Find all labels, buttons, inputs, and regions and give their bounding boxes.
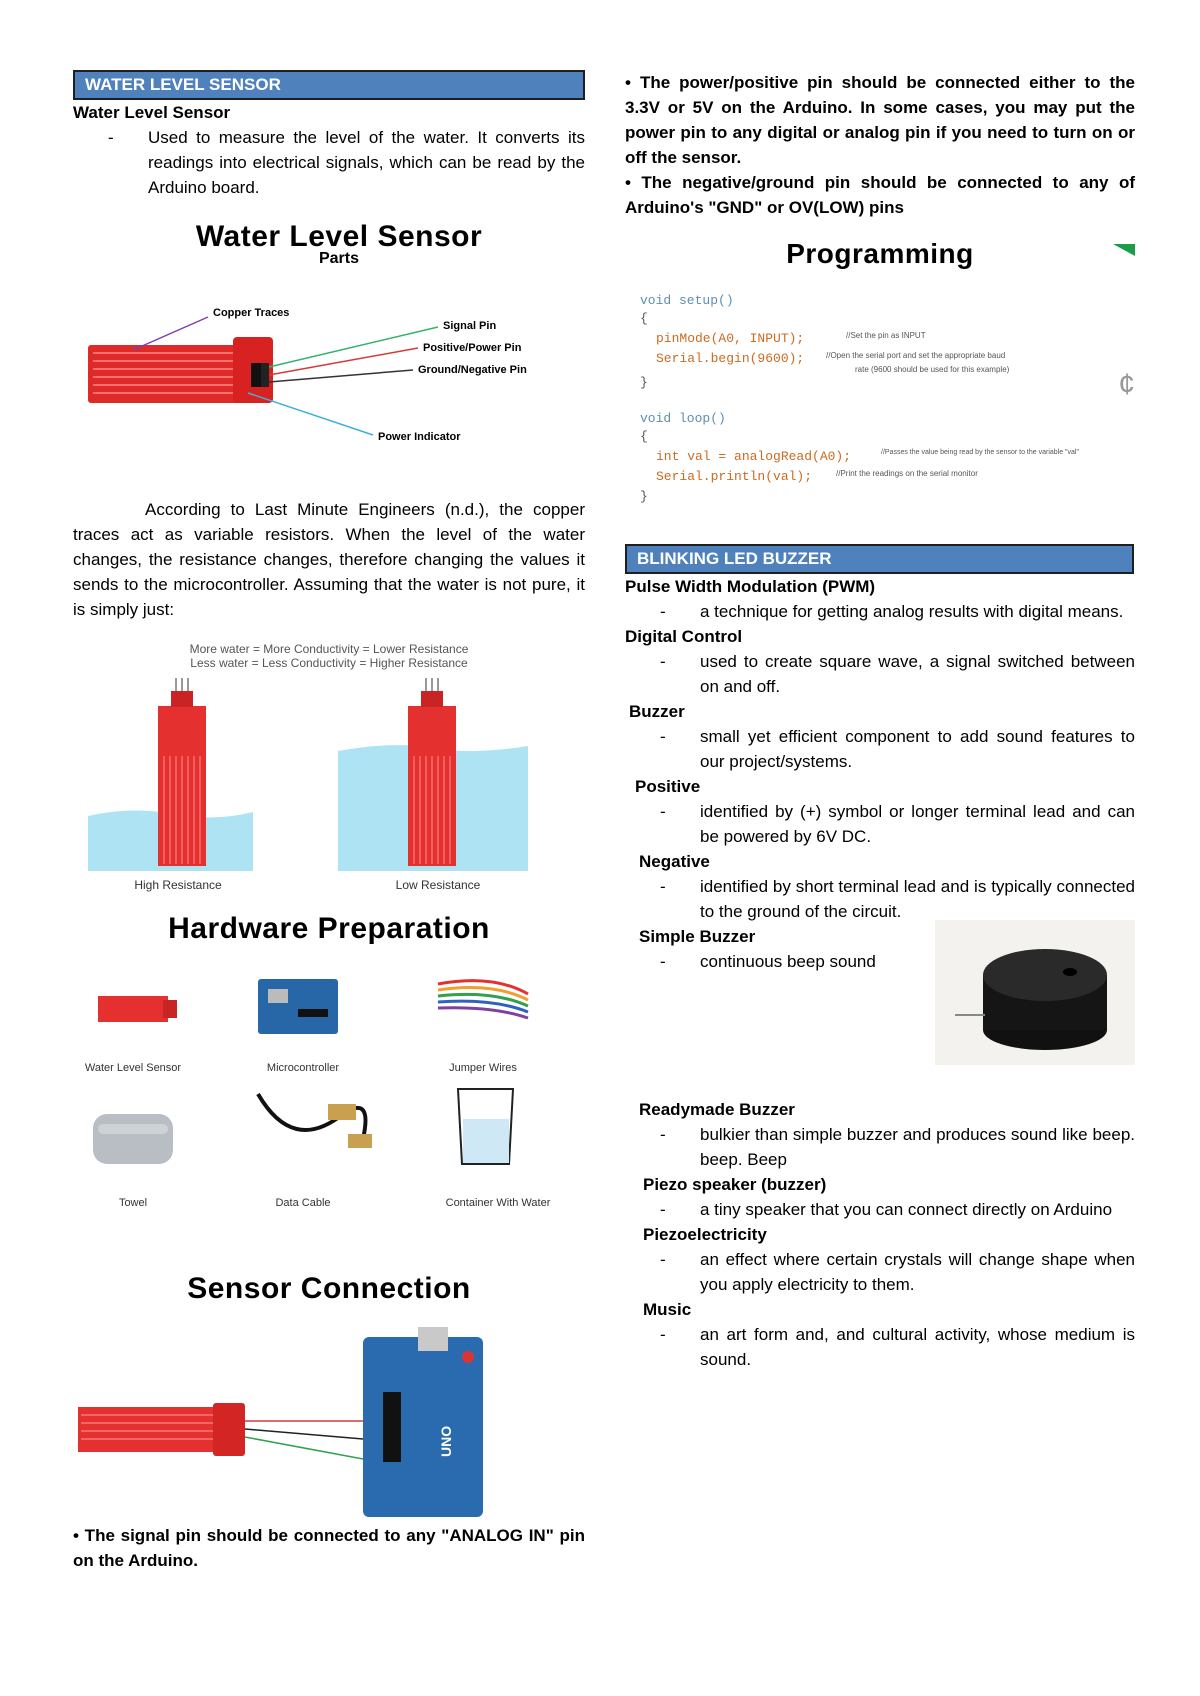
definition-text: Used to measure the level of the water. It converts its readings into electrical signals, which can be read by the Arduino board. [148, 128, 585, 197]
caption-high-resistance: High Resistance [134, 878, 222, 892]
left-column [73, 70, 585, 1573]
term-negative: Negative [639, 852, 710, 871]
glossary-entry [625, 1172, 1135, 1222]
definition-row [625, 1247, 1135, 1297]
definition-text: an effect where certain crystals will change shape when you apply electricity to them. [700, 1250, 1135, 1294]
code-block [640, 293, 1120, 504]
glossary-entry [625, 574, 1135, 624]
definition-text: continuous beep sound [700, 952, 876, 971]
label-copper-traces: Copper Traces [213, 307, 290, 319]
definition-text: a tiny speaker that you can connect directly on Arduino [700, 1200, 1113, 1219]
term-positive: Positive [635, 777, 701, 796]
definition-row [625, 799, 1135, 849]
dash: - [660, 1250, 666, 1269]
glossary-list [625, 574, 1135, 1372]
code-println-comment: //Print the readings on the serial monitor [836, 469, 978, 478]
dash: - [660, 602, 666, 621]
code-close-brace-loop: } [640, 489, 648, 504]
code-pinmode-comment: //Set the pin as INPUT [846, 331, 926, 340]
dash: - [660, 802, 666, 821]
resistance-line-1: More water = More Conductivity = Lower Resistance [189, 642, 469, 656]
label-ground-negative-pin: Ground/Negative Pin [418, 364, 527, 376]
svg-text:UNO: UNO [438, 1425, 454, 1457]
term-readymade-buzzer: Readymade Buzzer [639, 1100, 795, 1119]
hardware-items-illustration [73, 954, 585, 1224]
definition-text: identified by short terminal lead and is typically connected to the ground of the circuit. [700, 877, 1135, 921]
code-serial-begin: Serial.begin(9600); [656, 351, 805, 366]
glossary-entry [625, 1222, 1135, 1297]
definition-text: bulkier than simple buzzer and produces sound like beep. beep. Beep [700, 1125, 1135, 1169]
code-pinmode: pinMode(A0, INPUT); [656, 331, 805, 346]
dash: - [660, 877, 666, 896]
definition-text: small yet efficient component to add sound features to our project/systems. [700, 727, 1135, 771]
definition-text: a technique for getting analog results with digital means. [700, 602, 1124, 621]
right-column [625, 70, 1135, 1372]
section-header-water-level: WATER LEVEL SENSOR [73, 70, 585, 100]
definition-row [625, 1322, 1135, 1372]
connection-figure-title: Sensor Connection [187, 1272, 471, 1305]
label-power-indicator: Power Indicator [378, 431, 461, 443]
dash: - [660, 1200, 666, 1219]
definition-text: used to create square wave, a signal switched between on and off. [700, 652, 1135, 696]
hardware-item-data-cable: Data Cable [275, 1197, 331, 1209]
parts-figure-title: Water Level Sensor [195, 220, 483, 253]
code-println: Serial.println(val); [656, 469, 813, 484]
dash: - [660, 1125, 666, 1144]
glossary-entry [625, 624, 1135, 699]
term-music: Music [643, 1300, 692, 1319]
hardware-figure-title: Hardware Preparation [168, 912, 490, 945]
definition-text: identified by (+) symbol or longer terminal lead and can be powered by 6V DC. [700, 802, 1135, 846]
parts-figure [73, 220, 585, 485]
hardware-item-microcontroller: Microcontroller [266, 1062, 340, 1074]
term-buzzer: Buzzer [629, 702, 685, 721]
definition-row [625, 874, 1135, 924]
term-piezo-speaker: Piezo speaker (buzzer) [643, 1175, 827, 1194]
definition-row [625, 949, 905, 974]
code-line-serial-begin [640, 351, 1120, 365]
dash: - [660, 1325, 666, 1344]
programming-figure-title: Programming [786, 238, 974, 269]
hardware-item-container-with-water: Container With Water [445, 1197, 551, 1209]
code-loop-signature: void loop() [640, 411, 726, 426]
code-line-pinmode [640, 331, 1120, 351]
glossary-entry [625, 1297, 1135, 1372]
dash: - [660, 727, 666, 746]
hardware-item-water-level-sensor: Water Level Sensor [84, 1062, 182, 1074]
programming-figure [625, 238, 1135, 528]
label-signal-pin: Signal Pin [443, 320, 497, 332]
code-open-brace-loop: { [640, 429, 648, 444]
bullet-power-pin: • The power/positive pin should be connected either to the 3.3V or 5V on the Arduino. In some cases, you may put the power pin to any digital or analog pin if you need to turn on or off the sensor. [625, 73, 1135, 167]
term-digital-control: Digital Control [625, 627, 743, 646]
definition-row [625, 1197, 1135, 1222]
term-simple-buzzer: Simple Buzzer [639, 927, 756, 946]
decorative-corner-mark [1113, 244, 1135, 256]
definition-row [625, 599, 1135, 624]
term-pwm: Pulse Width Modulation (PWM) [625, 577, 876, 596]
glossary-entry [625, 774, 1135, 849]
bullet-ground-pin: • The negative/ground pin should be connected to any of Arduino's "GND" or OV(LOW) pins [625, 173, 1135, 217]
code-line-analogread [640, 449, 1120, 469]
caption-low-resistance: Low Resistance [395, 878, 481, 892]
dash: - [660, 952, 666, 971]
term-piezoelectricity: Piezoelectricity [643, 1225, 767, 1244]
glossary-entry [625, 849, 1135, 924]
glossary-entry [625, 1097, 1135, 1172]
code-close-brace-setup: } [640, 375, 648, 390]
section-header-blinking-led-buzzer: BLINKING LED BUZZER [625, 544, 1134, 574]
code-open-brace: { [640, 311, 648, 326]
resistance-illustration [73, 676, 585, 876]
definition-row [625, 649, 1135, 699]
cent-glyph: ¢ [1118, 368, 1135, 401]
hardware-item-jumper-wires: Jumper Wires [449, 1062, 517, 1074]
dash: - [108, 128, 114, 147]
definition-row [73, 125, 585, 200]
definition-row [625, 724, 1135, 774]
code-serial-begin-comment-2: rate (9600 should be used for this example) [855, 365, 1010, 374]
resistance-figure [73, 642, 585, 892]
buzzer-photo [935, 920, 1135, 1065]
code-serial-begin-comment-1: //Open the serial port and set the appropriate baud [826, 351, 1006, 360]
parts-figure-subtitle: Parts [318, 250, 360, 267]
glossary-entry [625, 699, 1135, 774]
code-analogread-comment: //Passes the value being read by the sensor to the variable "val" [881, 449, 1079, 456]
term-water-level-sensor: Water Level Sensor [73, 103, 231, 122]
bullet-signal-pin: • The signal pin should be connected to any "ANALOG IN" pin on the Arduino. [73, 1526, 585, 1570]
resistance-line-2: Less water = Less Conductivity = Higher Resistance [190, 656, 468, 670]
connection-figure [73, 1272, 585, 1517]
definition-text: an art form and, and cultural activity, whose medium is sound. [700, 1325, 1135, 1369]
label-positive-power-pin: Positive/Power Pin [423, 342, 522, 354]
code-setup-signature: void setup() [640, 293, 734, 308]
code-line-println [640, 469, 1120, 489]
code-analogread: int val = analogRead(A0); [656, 449, 852, 464]
definition-row [625, 1122, 1135, 1172]
hardware-figure [73, 912, 585, 1222]
dash: - [660, 652, 666, 671]
resistance-paragraph: According to Last Minute Engineers (n.d.), the copper traces act as variable resistors. When the level of the water changes, the resistance changes, therefore changing the values it sends to the microcontroller. Assuming that the water is not pure, it is simply just: [73, 500, 585, 619]
sensor-connection-diagram [73, 1317, 585, 1517]
glossary-entry [625, 924, 1135, 1097]
hardware-item-towel: Towel [118, 1197, 148, 1209]
water-level-sensor-diagram [73, 275, 585, 485]
